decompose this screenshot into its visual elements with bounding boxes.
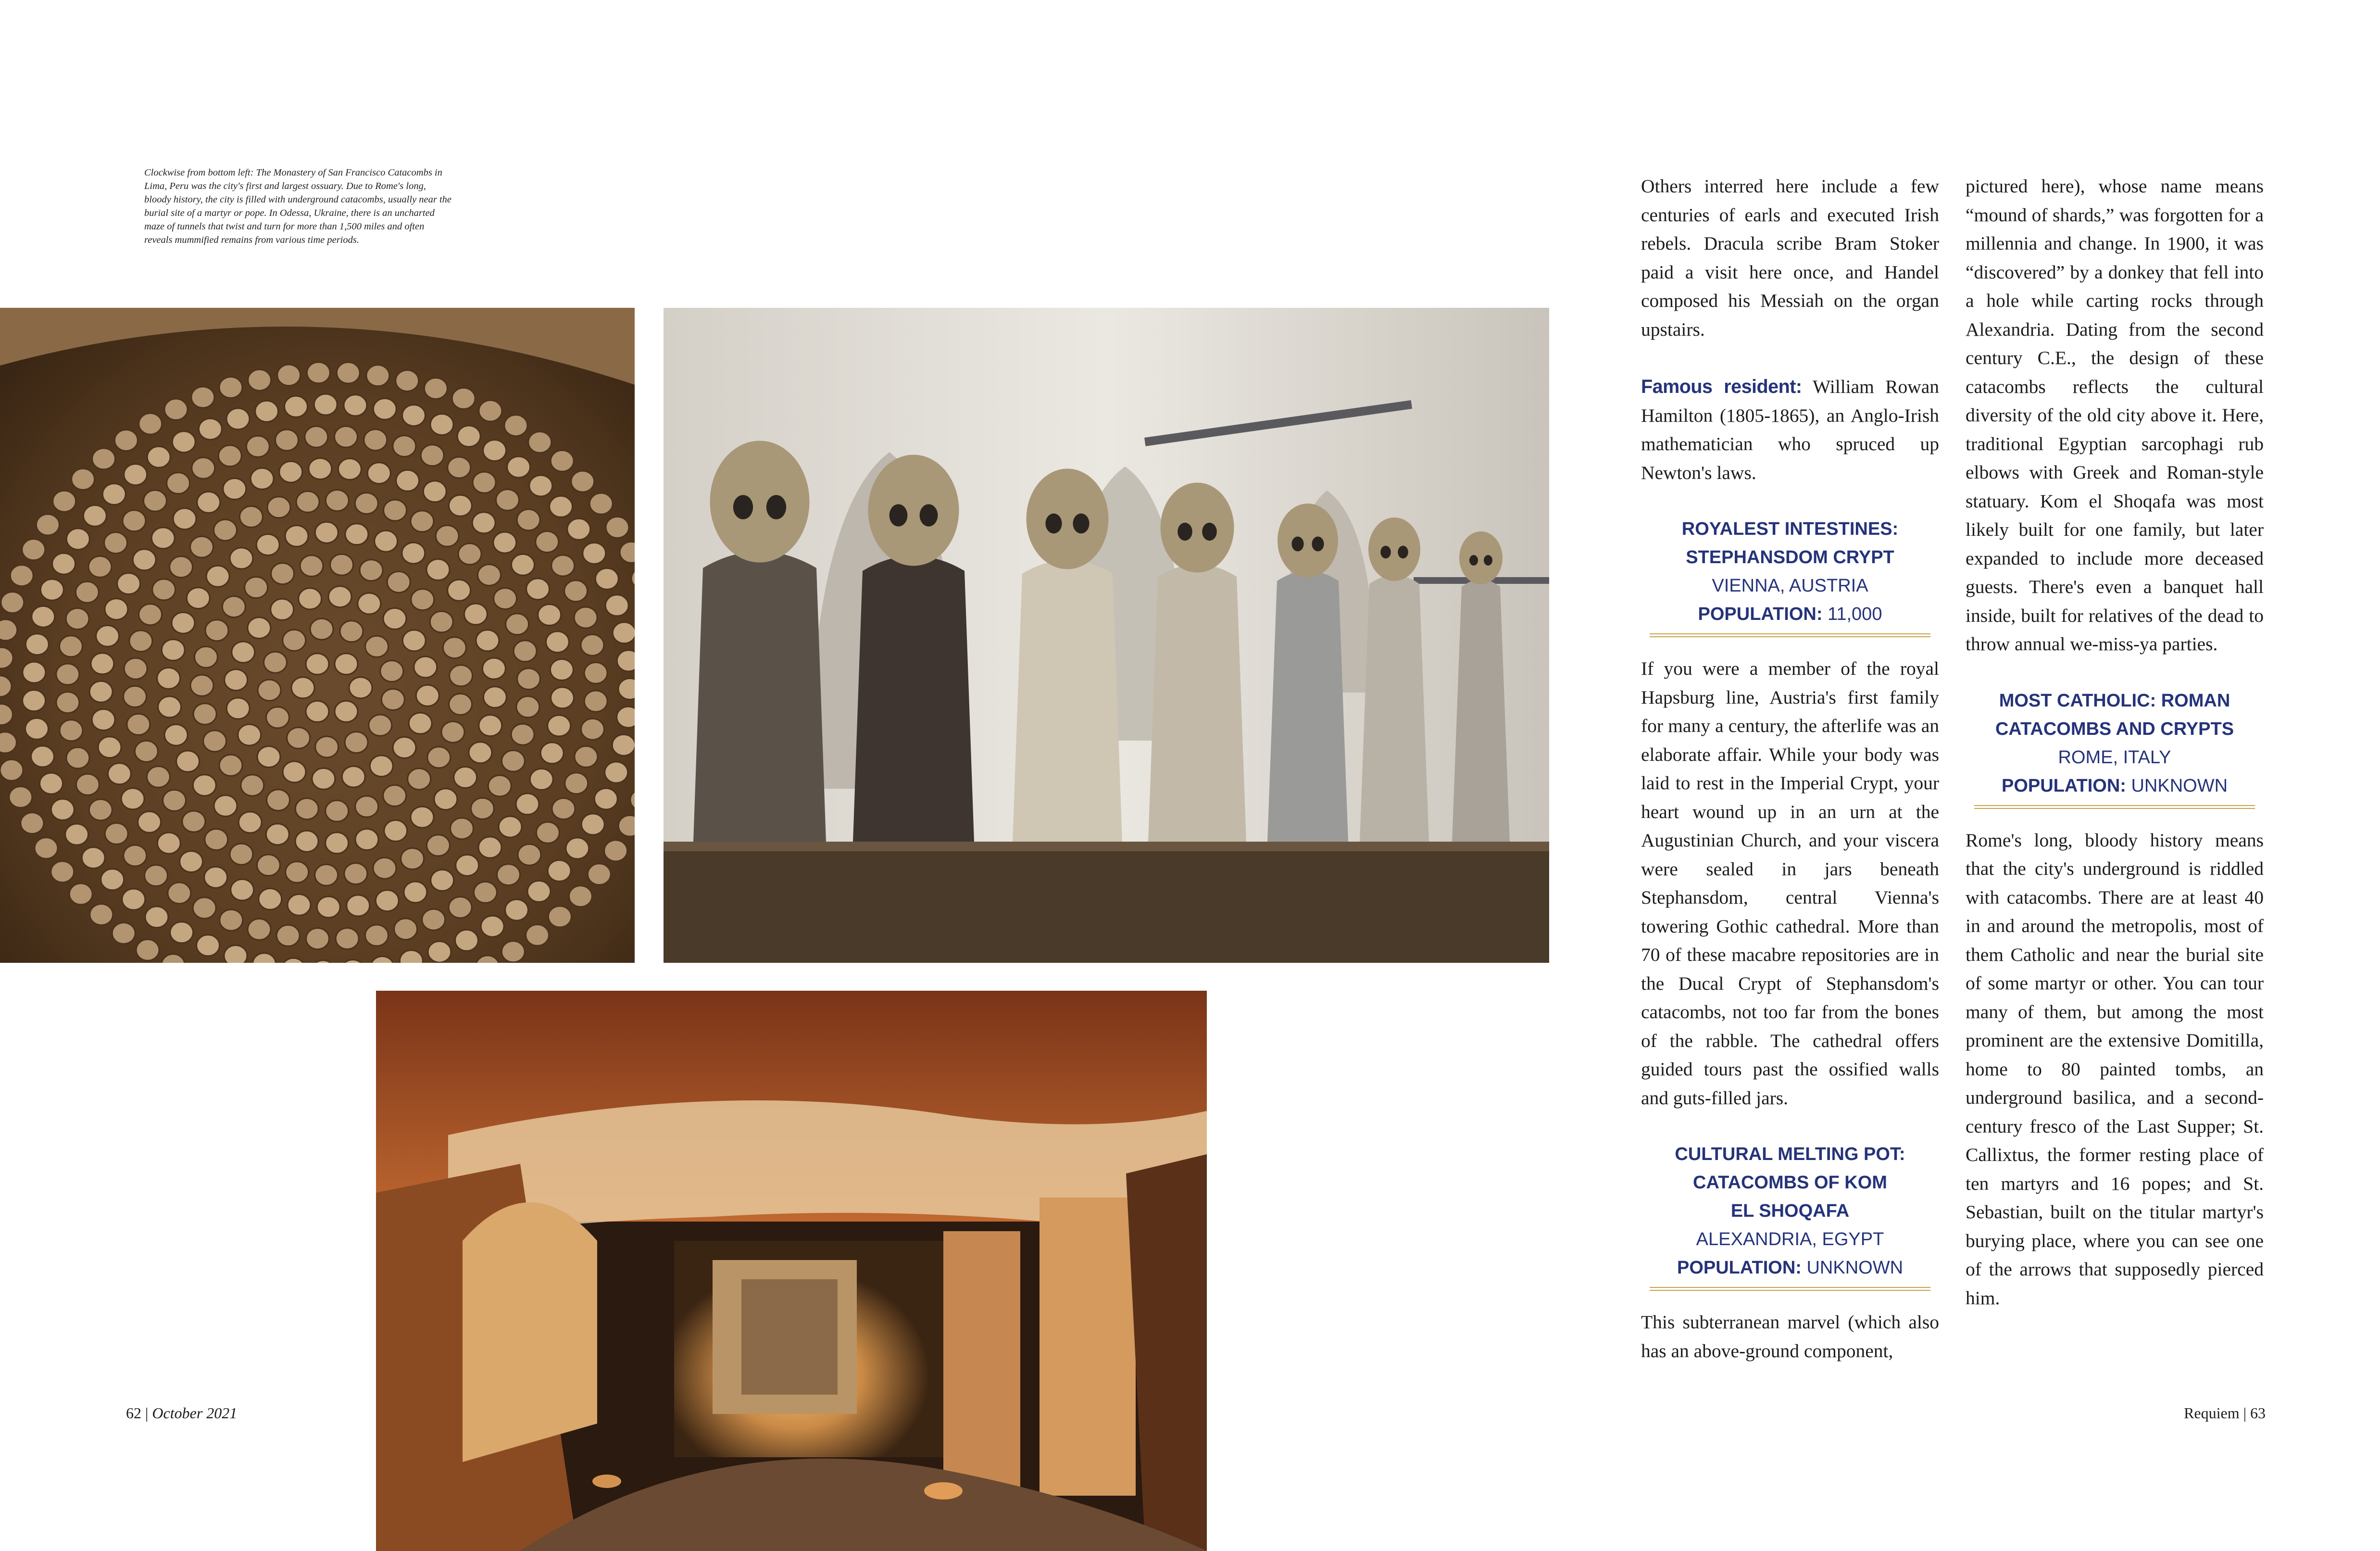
page-number-right: Requiem | 63: [2184, 1404, 2266, 1422]
intro-paragraph: Others interred here include a few centuries of earls and executed Irish rebels. Dracula scribe Bram Stoker paid a visit here once, and Handel composed his Messiah on the organ upstairs.: [1641, 176, 1939, 340]
photo-caption: Clockwise from bottom left: The Monastery of San Francisco Catacombs in Lima, Peru was the city's first and largest ossuary. Due to Rome's long, bloody history, the city is filled with underground catacombs, usually near the burial site of a martyr or pope. In Odessa, Ukraine, there is an uncharted maze of tunnels that twist and turn for more than 1,500 miles and often reveals mummified remains from various time periods.: [144, 167, 452, 245]
mummies-photo: [664, 308, 1549, 963]
famous-resident-paragraph: Famous resident: William Rowan Hamilton (1805-1865), an Anglo-Irish mathematician who spruced up Newton's laws.: [1641, 376, 1940, 483]
famous-resident-label: Famous resident:: [1641, 376, 1802, 397]
ossuary-photo: [0, 308, 635, 963]
gold-rule: [1650, 633, 1930, 637]
gold-rule: [1974, 805, 2255, 809]
article-column-1: [1641, 172, 1939, 1365]
article-column-2: [1966, 172, 2264, 1312]
section-heading-kom-el-shoqafa: CULTURAL MELTING POT: CATACOMBS OF KOM EL SHOQAFA ALEXANDRIA, EGYPT POPULATION: UNKNOWN: [1675, 1144, 1905, 1278]
section-heading-stephansdom: ROYALEST INTESTINES: STEPHANSDOM CRYPT VIENNA, AUSTRIA POPULATION: 11,000: [1681, 519, 1899, 624]
stephansdom-paragraph: If you were a member of the royal Hapsburg line, Austria's first family for many a century, the afterlife was an elaborate affair. While your body was laid to rest in the Imperial Crypt, your heart wound up in an urn at the Augustinian Church, and your viscera were sealed in jars beneath Stephansdom, central Vienna's towering Gothic cathedral. More than 70 of these macabre repositories are in the Ducal Crypt of Stephansdom's catacombs, not too far from the bones of the rabble. The cathedral offers guided tours past the ossified walls and guts-filled jars.: [1641, 658, 1939, 1109]
kom-el-shoqafa-paragraph-start: This subterranean marvel (which also has an above-ground component,: [1641, 1311, 1939, 1362]
kom-el-shoqafa-paragraph-continued: pictured here), whose name means “mound of shards,” was forgotten for a millennia and change. In 1900, it was “discovered” by a donkey that fell into a hole while carting rocks through Alexandria. Dating from the second century C.E., the design of these catacombs reflects the cultural diversity of the old city above it. Here, traditional Egyptian sarcophagi rub elbows with Greek and Roman-style statuary. Kom el Shoqafa was most likely built for one family, but later expanded to include more deceased guests. There's even a banquet hall inside, built for relatives of the dead to throw annual we-miss-ya parties.: [1966, 176, 2264, 655]
tunnels-photo: [376, 991, 1207, 1551]
section-heading-roman-catacombs: MOST CATHOLIC: ROMAN CATACOMBS AND CRYPTS ROME, ITALY POPULATION: UNKNOWN: [1995, 690, 2234, 796]
page-number-left: 62 | October 2021: [126, 1404, 238, 1422]
gold-rule: [1650, 1287, 1930, 1291]
roman-catacombs-paragraph: Rome's long, bloody history means that the city's underground is riddled with catacombs. There are at least 40 in and around the metropolis, most of them Catholic and near the burial site of some martyr or other. You can tour many of them, but among the most prominent are the extensive Domitilla, home to 80 painted tombs, an underground basilica, and a second-century fresco of the Last Supper; St. Callixtus, the former resting place of ten martyrs and 16 popes; and St. Sebastian, built on the titular martyr's burying place, where you can see one of the arrows that supposedly pierced him.: [1966, 829, 2264, 1309]
